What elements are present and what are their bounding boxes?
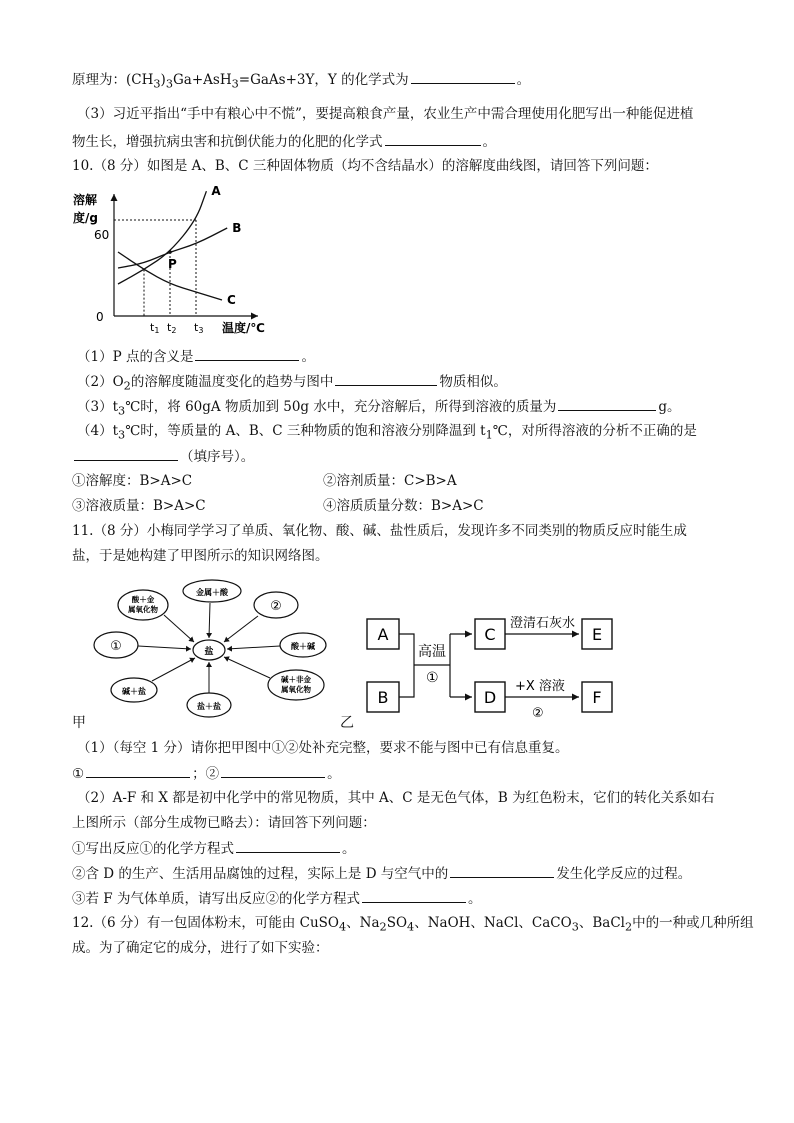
q10-part4: $(4)t_3℃$时，等质量的 A、B、C 三种物质的饱和溶液分别降温到 $t_1℃$，对所得溶液的分析不正确的是	[77, 423, 697, 442]
y-tick-60: 60	[94, 228, 110, 242]
q10-option-3: ③溶液质量：B>A>C	[72, 498, 206, 514]
q11-part1-answers: ① ；② 。	[72, 763, 341, 784]
q10-option-1: ①溶解度：B>A>C	[72, 473, 193, 489]
svg-text:D: D	[483, 688, 497, 707]
svg-text:①: ①	[110, 639, 122, 654]
answer-blank[interactable]	[236, 838, 340, 853]
svg-text:属氧化物: 属氧化物	[281, 685, 311, 694]
svg-text:②: ②	[270, 599, 282, 614]
q12-stem-1: 12.（6 分）有一包固体粉末，可能由 CuSO$_4$、$Na_2SO_4$、NaOH、NaCl、CaCO$_3$、BaCl$_2$中的一种或几种所组	[72, 915, 754, 934]
q10-part3: $(3)t_3℃$时，将 60gA 物质加到 50g 水中，充分溶解后，所得到溶液的质量为 g。	[77, 396, 681, 422]
q10-part4-answer: （填序号）。	[72, 446, 254, 467]
svg-text:酸＋碱: 酸＋碱	[291, 642, 315, 651]
q10-option-4: ④溶质质量分数：B>A>C	[323, 498, 484, 514]
answer-blank[interactable]	[195, 346, 299, 361]
svg-text:盐: 盐	[204, 647, 214, 657]
p-point	[168, 250, 172, 254]
svg-text:E: E	[591, 625, 603, 644]
salt-network-diagram	[88, 575, 338, 723]
svg-text:盐＋盐: 盐＋盐	[197, 702, 221, 711]
q11-part2-line2: 上图所示（部分生成物已略去）：请回答下列问题：	[72, 815, 376, 831]
series-label-b: B	[232, 221, 242, 235]
svg-text:F: F	[592, 688, 602, 707]
y-axis-label-2: 度/g	[73, 211, 98, 225]
q10-option-2: ②溶剂质量：C>B>A	[323, 473, 457, 489]
x-tick-t2: t2	[167, 321, 177, 335]
y-axis-label-1: 溶解	[73, 193, 98, 207]
q11-part1: （1）（每空 1 分）请你把甲图中①②处补充完整，要求不能与图中已有信息重复。	[77, 740, 569, 756]
answer-blank[interactable]	[558, 396, 656, 411]
svg-text:B: B	[377, 688, 389, 707]
y-tick-0: 0	[96, 310, 104, 324]
p-point-label: P	[168, 257, 177, 271]
q10-stem: 10.（8 分）如图是 A、B、C 三种固体物质（均不含结晶水）的溶解度曲线图，请回答下列问题：	[72, 158, 658, 174]
svg-text:酸＋金: 酸＋金	[131, 595, 155, 604]
reagent-limewater: 澄清石灰水	[510, 616, 576, 631]
x-tick-t3: t3	[194, 321, 204, 335]
reaction-2-label: ②	[532, 706, 544, 721]
answer-blank[interactable]	[86, 763, 190, 778]
svg-text:C: C	[484, 625, 496, 644]
svg-text:碱＋盐: 碱＋盐	[122, 687, 146, 696]
conversion-flow-diagram	[362, 598, 642, 726]
figure-label-yi: 乙	[340, 715, 354, 731]
q11-sub1: ①写出反应①的化学方程式 。	[72, 838, 356, 859]
condition-high-temp: 高温	[418, 644, 446, 660]
reagent-x-solution: +X 溶液	[515, 679, 565, 694]
curve-a	[118, 191, 206, 284]
svg-text:A: A	[377, 625, 389, 644]
q11-sub2: ②含 D 的生产、生活用品腐蚀的过程，实际上是 D 与空气中的 发生化学反应的过程。	[72, 863, 691, 884]
answer-blank[interactable]	[335, 371, 437, 386]
answer-blank[interactable]	[74, 446, 178, 461]
q9-part3-line2: 物生长，增强抗病虫害和抗倒伏能力的化肥的化学式 。	[72, 131, 496, 152]
q9-principle-line: 原理为：$(CH_3)_3Ga+AsH_3=GaAs+3Y$，Y 的化学式为 。	[72, 69, 530, 95]
x-axis-label: 温度/℃	[222, 321, 265, 335]
answer-blank[interactable]	[411, 69, 515, 84]
answer-blank[interactable]	[362, 888, 466, 903]
q11-sub3: ③若 F 为气体单质，请写出反应②的化学方程式 。	[72, 888, 481, 909]
q11-stem-1: 11.（8 分）小梅同学学习了单质、氧化物、酸、碱、盐性质后，发现许多不同类别的物质反应时能生成	[72, 523, 687, 539]
answer-blank[interactable]	[221, 763, 325, 778]
series-label-c: C	[227, 293, 236, 307]
figure-label-jia: 甲	[72, 715, 86, 731]
answer-blank[interactable]	[385, 131, 481, 146]
q12-stem-2: 成。为了确定它的成分，进行了如下实验：	[72, 940, 329, 956]
series-label-a: A	[211, 186, 221, 199]
reaction-1-label: ①	[426, 670, 439, 686]
solubility-chart	[72, 186, 282, 338]
svg-text:碱＋非金: 碱＋非金	[281, 675, 311, 684]
q11-part2-line1: （2）A-F 和 X 都是初中化学中的常见物质，其中 A、C 是无色气体，B 为红色粉末，它们的转化关系如右	[77, 790, 715, 806]
q9-part3-line1: （3）习近平指出“手中有粮心中不慌”，要提高粮食产量，农业生产中需合理使用化肥写出一种能促进植	[77, 106, 694, 122]
q11-stem-2: 盐，于是她构建了甲图所示的知识网络图。	[72, 548, 329, 564]
x-tick-t1: t1	[150, 321, 160, 335]
svg-text:属氧化物: 属氧化物	[128, 605, 158, 614]
svg-text:金属＋酸: 金属＋酸	[196, 588, 228, 597]
answer-blank[interactable]	[450, 863, 554, 878]
q10-part1: （1）P 点的含义是 。	[77, 346, 315, 367]
q10-part2: $(2)O_2$的溶解度随温度变化的趋势与图中 物质相似。	[77, 371, 507, 397]
